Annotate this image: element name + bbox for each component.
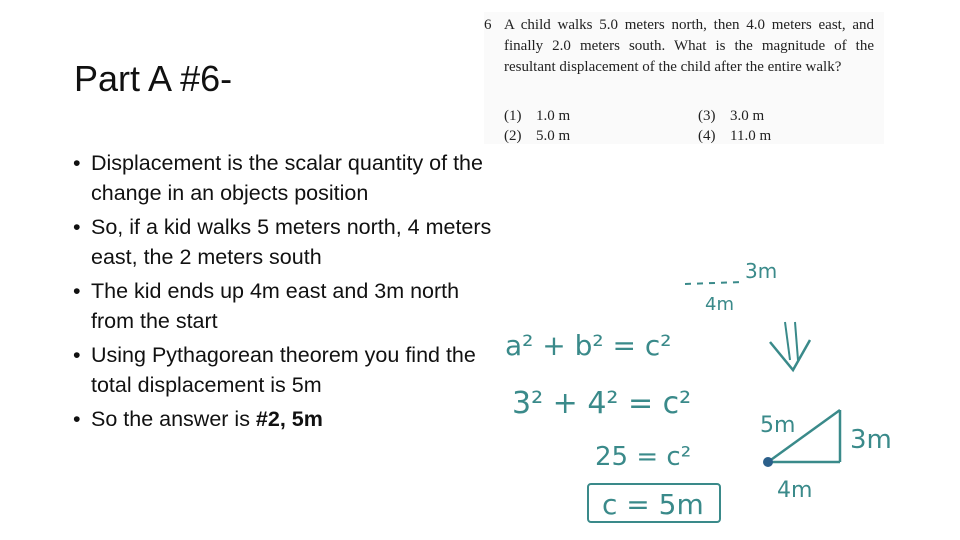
option-2	[504, 126, 570, 147]
option-value: 5.0 m	[536, 128, 571, 144]
answer-text: #2, 5m	[255, 407, 323, 431]
triangle-label-4m: 4m	[777, 478, 813, 503]
option-4	[698, 126, 771, 147]
top-label-4m: 4m	[705, 294, 734, 315]
equation-1: a² + b² = c²	[505, 329, 672, 362]
option-number: (4)	[698, 128, 716, 144]
equation-4: c = 5m	[602, 488, 704, 521]
option-1	[504, 106, 570, 127]
question-number: 6	[484, 17, 492, 33]
option-value: 1.0 m	[536, 108, 571, 124]
slide-title: Part A #6-	[74, 58, 233, 99]
option-value: 3.0 m	[730, 108, 765, 124]
option-value: 11.0 m	[730, 128, 772, 144]
bullet-item	[72, 212, 492, 272]
bullet-item	[72, 404, 492, 434]
option-number: (3)	[698, 108, 716, 124]
triangle-label-3m: 3m	[850, 425, 892, 455]
bullet-list	[72, 148, 492, 438]
arrow-line	[785, 322, 790, 360]
option-number: (1)	[504, 108, 522, 124]
top-label-3m: 3m	[745, 259, 778, 283]
arrow-line	[795, 322, 798, 360]
bullet-text: The kid ends up 4m east and 3m north from the start	[91, 279, 460, 333]
bullet-text: Displacement is the scalar quantity of the change in an objects position	[91, 151, 483, 205]
option-number: (2)	[504, 128, 522, 144]
triangle-label-5m: 5m	[760, 413, 796, 438]
start-point	[763, 457, 773, 467]
bullet-text: So, if a kid walks 5 meters north, 4 meters east, the 2 meters south	[91, 215, 492, 269]
dashed-line	[685, 282, 742, 284]
question-text: A child walks 5.0 meters north, then 4.0 meters east, and finally 2.0 meters south. What is the magnitude of the resultant displacement of the child after the entire walk?	[504, 17, 874, 75]
bullet-text: So the answer is	[91, 407, 256, 431]
bullet-item	[72, 148, 492, 208]
handwritten-work	[480, 250, 920, 530]
bullet-text: Using Pythagorean theorem you find the total displacement is 5m	[91, 343, 476, 397]
bullet-item	[72, 340, 492, 400]
equation-3: 25 = c²	[595, 442, 692, 472]
equation-2: 3² + 4² = c²	[512, 386, 692, 421]
bullet-item	[72, 276, 492, 336]
option-3	[698, 106, 764, 127]
question-image	[484, 12, 884, 144]
